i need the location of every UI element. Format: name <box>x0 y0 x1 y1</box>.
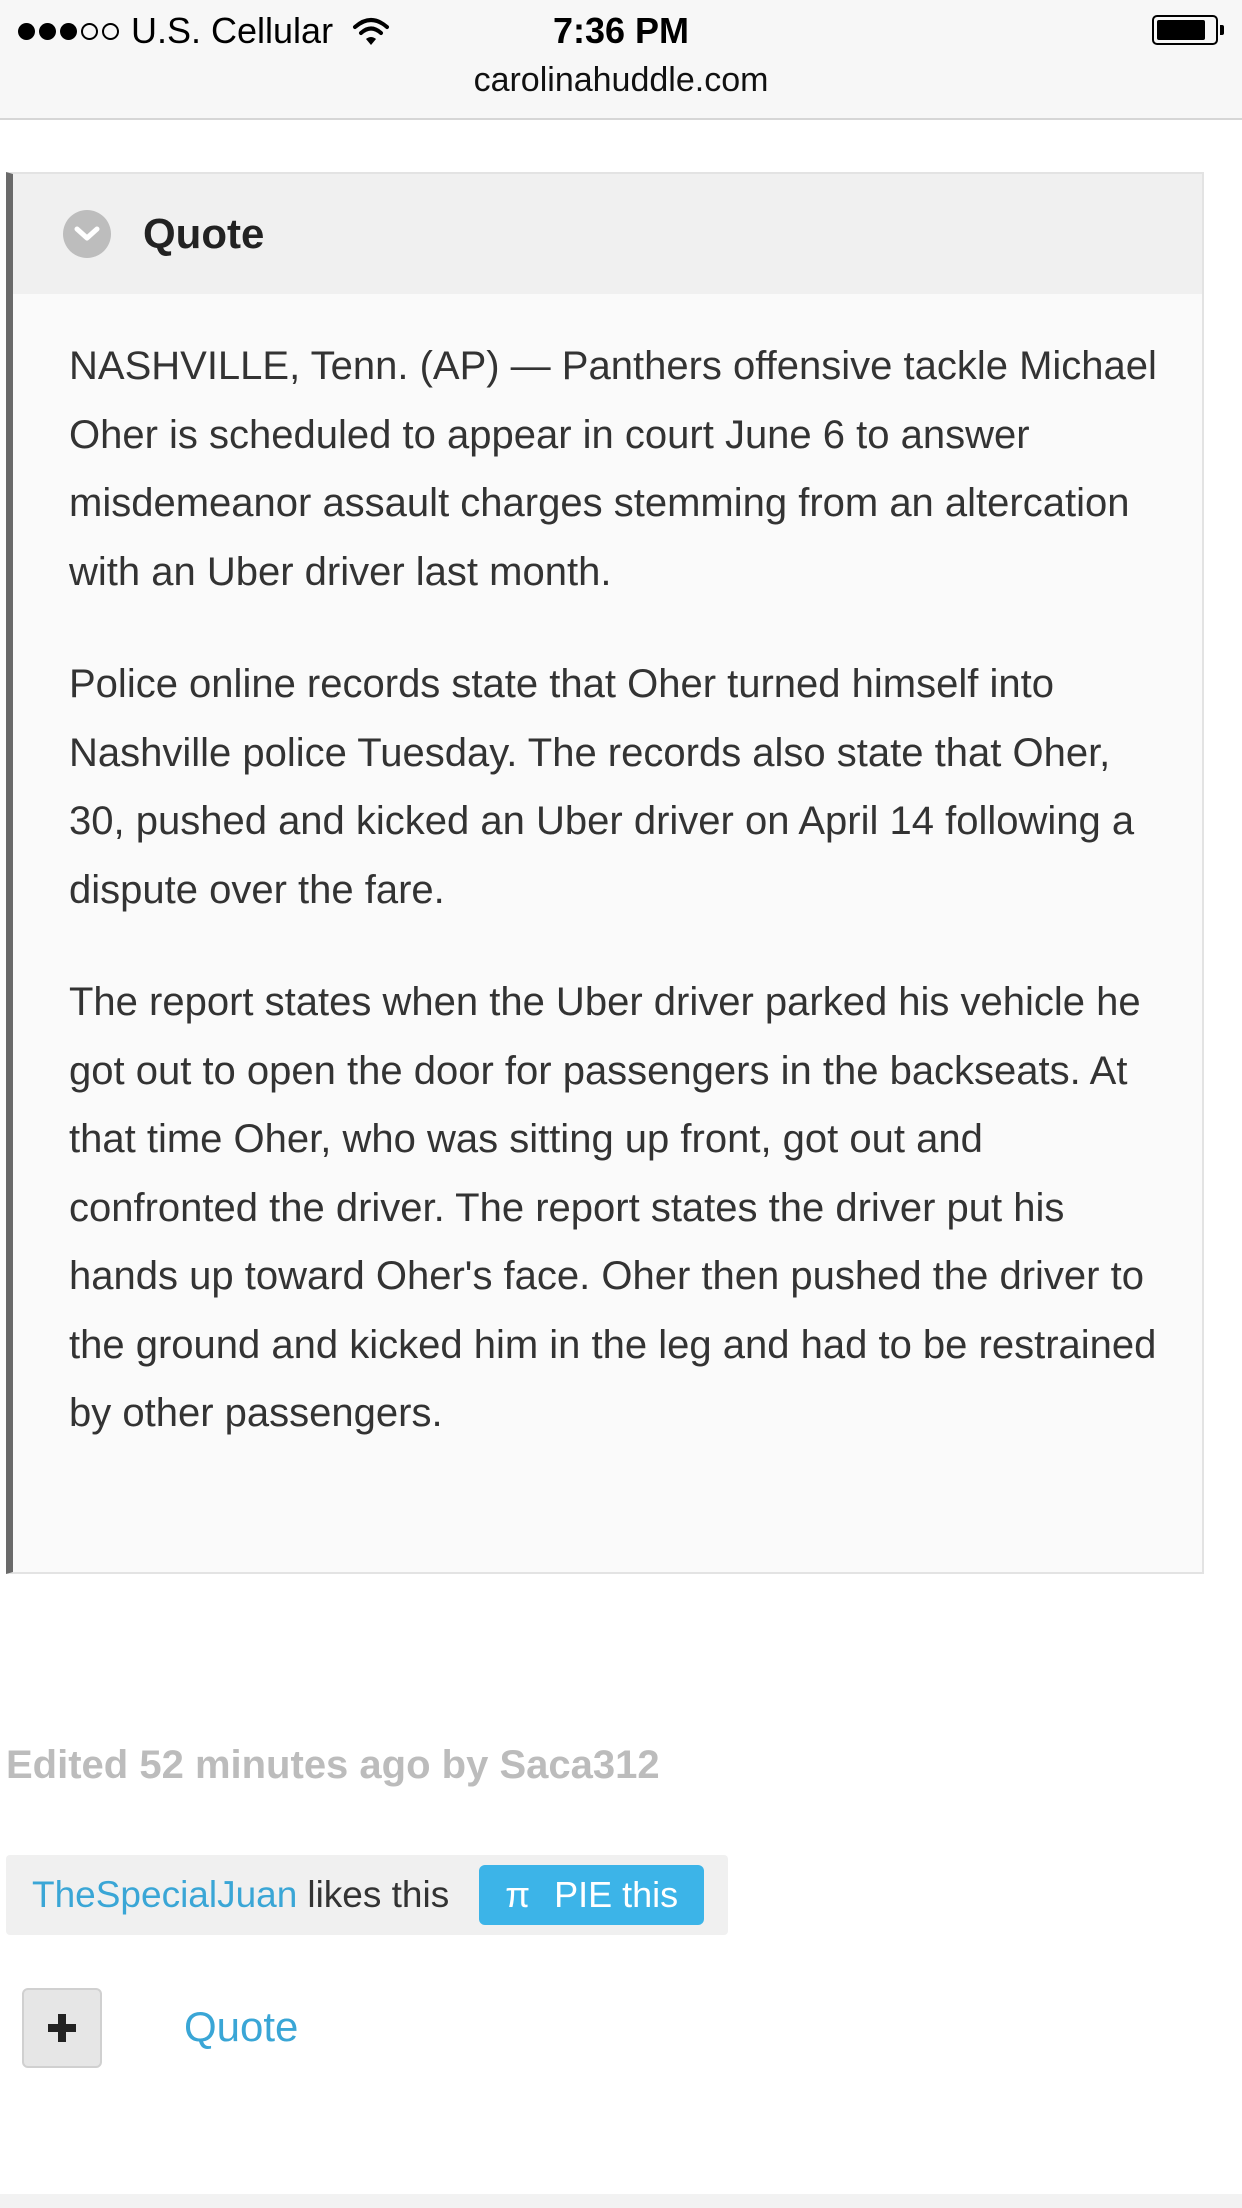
multiquote-plus-button[interactable] <box>22 1988 102 2068</box>
quote-paragraph: NASHVILLE, Tenn. (AP) — Panthers offensive tackle Michael Oher is scheduled to appear in court June 6 to answer misdemeanor assault charges stemming from an altercation with an Uber driver last month. <box>69 344 1157 594</box>
quote-paragraph: The report states when the Uber driver parked his vehicle he got out to open the door for passengers in the backseats. At that time Oher, who was sitting up front, got out and confronted the driver. The report states the driver put his hands up toward Oher's face. Oher then pushed the driver to the ground and kicked him in the leg and had to be restrained by other passengers. <box>69 980 1157 1435</box>
quote-title: Quote <box>143 210 265 257</box>
url-bar[interactable]: carolinahuddle.com <box>473 61 769 99</box>
pi-icon: π <box>505 1874 531 1915</box>
likes-text: likes this <box>307 1874 450 1915</box>
likes-bar <box>6 1855 728 1935</box>
quote-link[interactable]: Quote <box>184 2003 299 2050</box>
pie-this-label: PIE this <box>554 1874 679 1915</box>
plus-icon <box>47 2013 77 2043</box>
pie-this-button[interactable] <box>479 1865 704 1925</box>
battery-level <box>1157 20 1205 40</box>
battery-icon <box>1152 15 1224 45</box>
carrier-name: U.S. Cellular <box>131 10 334 51</box>
edited-note: Edited 52 minutes ago by Saca312 <box>6 1743 660 1787</box>
status-time: 7:36 PM <box>552 10 690 51</box>
chevron-down-icon[interactable] <box>63 210 111 258</box>
quote-header[interactable] <box>13 174 1202 294</box>
quote-paragraph: Police online records state that Oher turned himself into Nashville police Tuesday. The records also state that Oher, 30, pushed and kicked an Uber driver on April 14 following a dispute over the fare. <box>69 662 1135 912</box>
bottom-strip <box>0 2194 1242 2208</box>
liker-link[interactable]: TheSpecialJuan <box>32 1874 298 1915</box>
browser-top-bar <box>0 0 1242 120</box>
quote-block <box>6 172 1204 1574</box>
quote-body <box>13 294 1202 1448</box>
